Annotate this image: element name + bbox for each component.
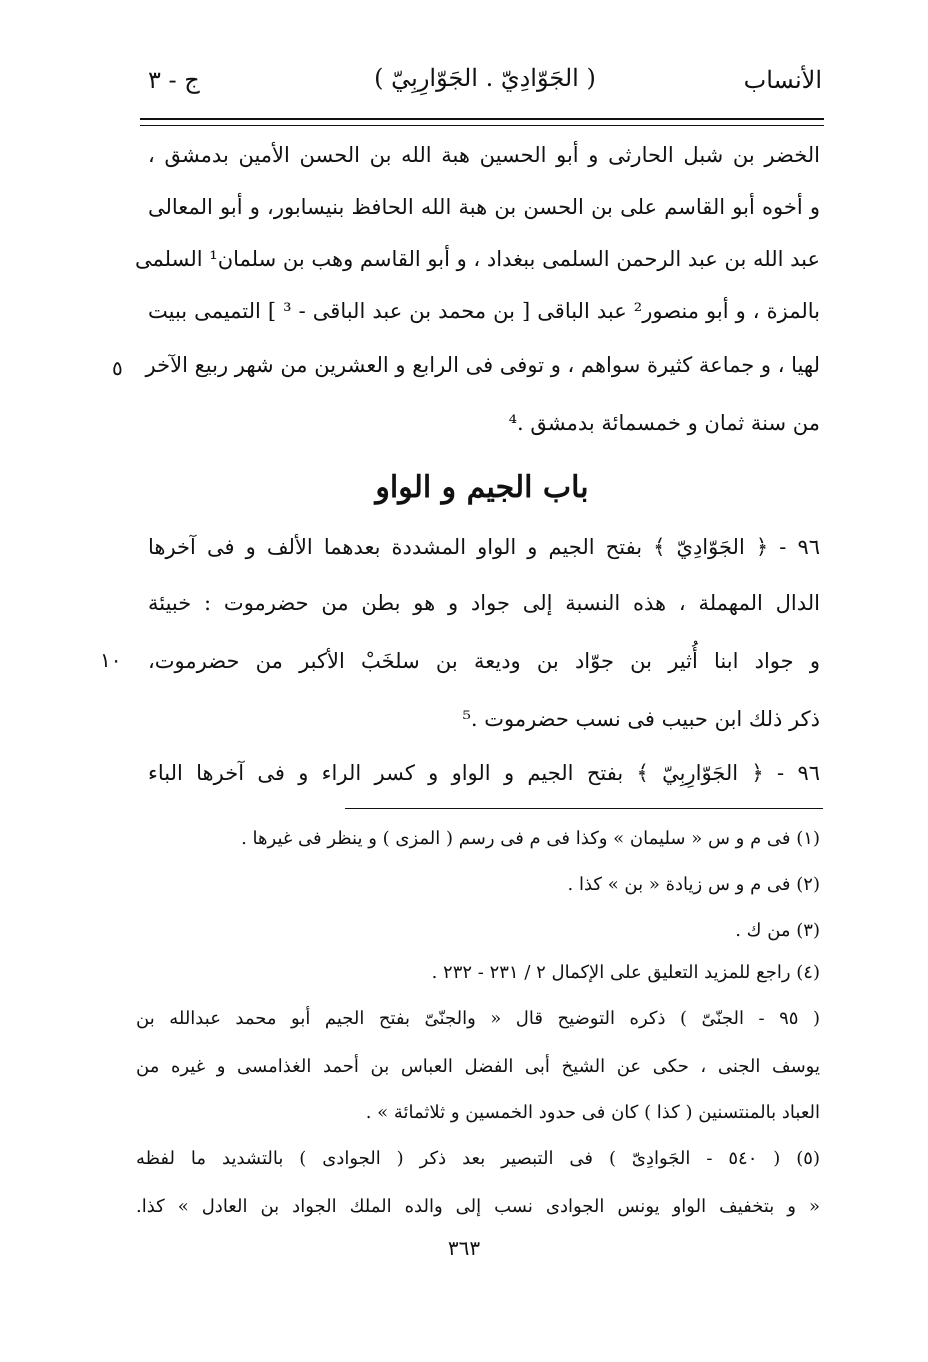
entry-line: ٩٦ - ﴿ الجَوّادِيّ ﴾ بفتح الجيم و الواو المشددة بعدهما الألف و فى آخرها [148,535,820,559]
footnote: « و بتخفيف الواو يونس الجوادى نسب إلى والده الملك الجواد بن العادل » كذا. [136,1196,820,1217]
footnote: ( ٩٥ - الجنّىّ ) ذكره التوضيح قال « والجنّىّ بفتح الجيم أبو محمد عبدالله بن [136,1008,820,1029]
footnote: العباد بالمنتسنين ( كذا ) كان فى حدود الخمسين و ثلاثمائة » . [365,1102,820,1123]
text-line: الخضر بن شبل الحارثى و أبو الحسين هبة الله بن الحسن الأمين بدمشق ، [148,143,820,167]
footnote: يوسف الجنى ، حكى عن الشيخ أبى الفضل العباس بن أحمد الغذامسى و غيره من [136,1056,820,1077]
volume-indicator: ج - ٣ [148,66,200,94]
footnote-separator [345,808,823,809]
entry-line: ٩٦ - ﴿ الجَوّارِبِيّ ﴾ بفتح الجيم و الواو و كسر الراء و فى آخرها الباء [148,761,820,785]
text-line: بالمزة ، و أبو منصور² عبد الباقى [ بن محمد بن عبد الباقى - ³ ] التميمى ببيت [148,299,820,323]
entry-line: الدال المهملة ، هذه النسبة إلى جواد و هو بطن من حضرموت : خبيئة [148,591,820,615]
footnote: (٤) راجع للمزيد التعليق على الإكمال ٢ / ٢٣١ - ٢٣٢ . [431,962,820,983]
footnote: (٢) فى م و س زيادة « بن » كذا . [567,874,820,895]
text-line: عبد الله بن عبد الرحمن السلمى ببغداد ، و أبو القاسم وهب بن سلمان¹ السلمى [135,247,820,271]
footnote: (١) فى م و س « سليمان » وكذا فى م فى رسم ( المزى ) و ينظر فى غيرها . [241,828,820,849]
running-title: ( الجَوّادِيّ . الجَوّارِبِيّ ) [374,64,596,92]
footnote: (٣) من ك . [735,920,820,941]
book-title: الأنساب [743,66,822,94]
line-number-10: ١٠ [100,648,122,672]
text-line: و أخوه أبو القاسم على بن الحسن بن هبة الله الحافظ بنيسابور، و أبو المعالى [148,195,820,219]
entry-line: و جواد ابنا أُثير بن جوّاد بن وديعة بن سلخَبْ الأكبر من حضرموت، [148,649,820,673]
page-number: ٣٦٣ [447,1236,481,1260]
header-rule [140,118,824,126]
section-heading: باب الجيم و الواو [375,470,589,505]
text-line: لهيا ، و جماعة كثيرة سواهم ، و توفى فى الرابع و العشرين من شهر ربيع الآخر [145,353,820,377]
line-number-5: ٥ [112,356,123,380]
running-header [148,62,822,102]
footnote: (٥) ( ٥٤٠ - الجَوادِىّ ) فى التبصير بعد ذكر ( الجوادى ) بالتشديد ما لفظه [136,1148,820,1169]
entry-line: ذكر ذلك ابن حبيب فى نسب حضرموت .⁵ [462,707,820,731]
text-line: من سنة ثمان و خمسمائة بدمشق .⁴ [508,411,820,435]
